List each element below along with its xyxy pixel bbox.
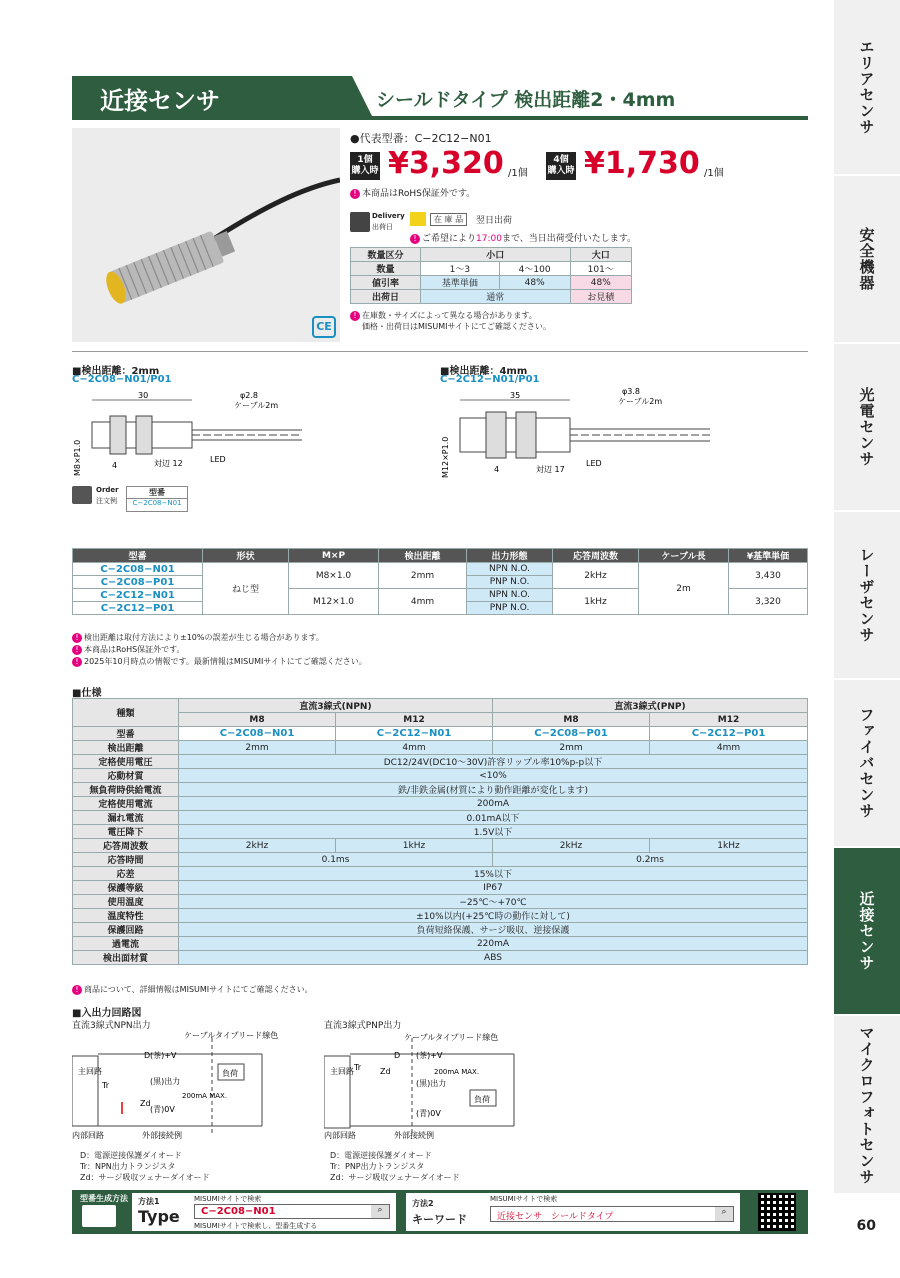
spec-table: 種類 直流3線式(NPN) 直流3線式(PNP) M8 M12 M8 M12 型番 C−2C08−N01 C−2C12−N01 C−2C08−P01 C−2C12−P01 検出距離 2mm 4mm 2mm 4mm 定格使用電圧 DC12/24V(DC10〜30V)許容リップル率10%p-p以下 応動材質 <10% 無負荷時供給電流 鉄/非鉄金属(材質により動作距離が変化します) 定格使用電流 200mA 漏れ電流 0.01mA以下 電圧降下 1.5V以下 応答周波数 2kHz 1kHz 2kHz 1kHz 応答時間 0.1ms 0.2ms 応差 15%以下 保護等級 IP67 使用温度 −25℃〜+70℃ 温度特性 ±10%以内(+25℃時の動作に対して) 保護回路 負荷短絡保護、サージ吸収、逆接保護 過電流 220mA 検出面材質 ABS [72, 698, 808, 965]
spec-row [73, 923, 808, 937]
sensor-illustration [72, 128, 340, 342]
method1-search-input[interactable]: C−2C08−N01 ⌕ [194, 1204, 390, 1219]
ce-mark: CE [312, 316, 336, 338]
note-icon: ! [72, 645, 82, 655]
page-number: 60 [856, 1218, 876, 1234]
note-icon: ! [72, 633, 82, 643]
spec-row-value: 1kHz [650, 839, 808, 853]
svg-text:4: 4 [494, 465, 500, 474]
spec-row-label: 応動材質 [73, 769, 179, 783]
spec-row [73, 853, 808, 867]
svg-text:ケーブルタイプリード線色: ケーブルタイプリード線色 [184, 1031, 279, 1040]
svg-text:主回路: 主回路 [330, 1067, 354, 1076]
npn-title: 直流3線式NPN出力 [72, 1021, 151, 1031]
svg-text:φ2.8: φ2.8 [240, 391, 258, 400]
npn-circuit [72, 1026, 312, 1142]
spec-row [73, 951, 808, 965]
side-tab-micro-photo-sensor[interactable]: マイクロフォトセンサ [834, 1016, 900, 1195]
note-icon: ! [72, 657, 82, 667]
spec-row-value: 負荷短絡保護、サージ吸収、逆接保護 [179, 923, 808, 937]
spec-row [73, 909, 808, 923]
qr-code-icon[interactable] [758, 1193, 796, 1231]
spec-row-label: 定格使用電圧 [73, 755, 179, 769]
note-icon: ! [350, 311, 360, 321]
side-tabs [834, 0, 900, 1195]
svg-text:Tr: Tr [102, 1081, 109, 1090]
spec-row-value: 2kHz [493, 839, 650, 853]
side-tab-proximity-sensor[interactable]: 近接センサ [834, 848, 900, 1016]
order-example: 型番 C−2C08−N01 [126, 486, 188, 512]
spec-row-label: 定格使用電流 [73, 797, 179, 811]
svg-text:外部接続例: 外部接続例 [394, 1131, 434, 1140]
side-tab-fiber-sensor[interactable]: ファイバセンサ [834, 680, 900, 848]
svg-text:外部接続例: 外部接続例 [142, 1131, 182, 1140]
drawing2-dimension [440, 386, 808, 482]
svg-text:M12×P1.0: M12×P1.0 [441, 436, 450, 478]
model-row-label[interactable]: C−2C12−N01 [73, 589, 203, 602]
model-row-label[interactable]: C−2C08−P01 [73, 576, 203, 589]
spec-row [73, 797, 808, 811]
svg-text:ケーブルタイプリード線色: ケーブルタイプリード線色 [404, 1033, 499, 1042]
spec-row [73, 895, 808, 909]
svg-text:Tr: Tr [354, 1063, 361, 1072]
spec-row [73, 867, 808, 881]
page-subtitle: シールドタイプ 検出距離2・4mm [376, 89, 676, 111]
order-label: Order [96, 486, 119, 494]
qty1-badge: 1個 購入時 [350, 152, 380, 180]
qty4-badge: 4個 購入時 [546, 152, 576, 180]
header-rule [72, 116, 808, 120]
svg-text:M8×P1.0: M8×P1.0 [73, 439, 82, 476]
pnp-title: 直流3線式PNP出力 [324, 1021, 402, 1031]
spec-row-label: 検出距離 [73, 741, 179, 755]
svg-text:200mA MAX.: 200mA MAX. [434, 1068, 480, 1076]
spec-row-label: 保護等級 [73, 881, 179, 895]
spec-title: ■仕様 [72, 688, 102, 699]
spec-row-value: 0.2ms [493, 853, 808, 867]
spec-row-value: 1.5V以下 [179, 825, 808, 839]
cart-icon [72, 486, 92, 504]
spec-row-value: 2kHz [179, 839, 336, 853]
next-day-label: 翌日出荷 [476, 216, 513, 226]
spec-row-label: 電圧降下 [73, 825, 179, 839]
model-row-label[interactable]: C−2C12−P01 [73, 602, 203, 615]
search-icon[interactable]: ⌕ [371, 1205, 389, 1218]
order-label2: 注文例 [96, 497, 117, 505]
footer-label: 型番生成方法 [80, 1194, 128, 1203]
svg-text:35: 35 [510, 391, 521, 400]
spec-row-value: IP67 [179, 881, 808, 895]
svg-text:LED: LED [586, 459, 602, 468]
svg-text:Zd: Zd [140, 1099, 151, 1108]
note-icon: ! [72, 985, 82, 995]
price-4pc: ¥1,730 [584, 146, 700, 181]
svg-text:φ3.8: φ3.8 [622, 387, 640, 396]
pnp-circuit [324, 1026, 564, 1142]
npn-legend: D：電源逆接保護ダイオード Tr：NPN出力トランジスタ Zd：サージ吸収ツェナーダイオード [80, 1151, 210, 1182]
spec-row-label: 応答時間 [73, 853, 179, 867]
spec-row-label: 応答周波数 [73, 839, 179, 853]
spec-row [73, 811, 808, 825]
drawing2-models: C−2C12−N01/P01 [440, 374, 540, 385]
model-row-label[interactable]: C−2C08−N01 [73, 563, 203, 576]
spec-row [73, 839, 808, 853]
model-table: 型番 形状 M×P 検出距離 出力形態 応答周波数 ケーブル長 ¥基準単価 C−2C08−N01 ねじ型 M8×1.0 2mm NPN N.O. 2kHz 2m 3,430 C−2C08−P01 PNP N.O. C−2C12−N01 M12×1.0 4mm NPN N.O. 1kHz 3,320 C−2C12−P01 PNP N.O. [72, 548, 808, 615]
svg-text:ケーブル2m: ケーブル2m [234, 401, 279, 410]
page-title: 近接センサ [100, 87, 220, 115]
price-1pc-unit: /1個 [508, 168, 528, 179]
svg-text:負荷: 負荷 [474, 1095, 490, 1104]
svg-text:(青)0V: (青)0V [416, 1109, 441, 1118]
delivery-note: ! ご希望により17:00まで、当日出荷受付いたします。 [410, 231, 636, 244]
method2-box: 方法2 キーワード MISUMIサイトで検索 近接センサ シールドタイプ ⌕ [406, 1193, 740, 1231]
price-4pc-unit: /1個 [704, 168, 724, 179]
method2-search-input[interactable]: 近接センサ シールドタイプ ⌕ [490, 1206, 734, 1222]
spec-row [73, 937, 808, 951]
svg-text:4: 4 [112, 461, 118, 470]
spec-row-value: ABS [179, 951, 808, 965]
spec-row-value: 220mA [179, 937, 808, 951]
spec-row [73, 741, 808, 755]
divider [72, 351, 808, 352]
spec-row-value: 1kHz [336, 839, 493, 853]
side-tab-laser-sensor[interactable]: レーザセンサ [834, 512, 900, 680]
svg-text:LED: LED [210, 455, 226, 464]
spec-row [73, 825, 808, 839]
spec-row-label: 検出面材質 [73, 951, 179, 965]
spec-row-value: 鉄/非鉄金属(材質により動作距離が変化します) [179, 783, 808, 797]
stock-label: 在 庫 品 [430, 213, 467, 226]
svg-text:内部回路: 内部回路 [324, 1131, 356, 1140]
spec-row [73, 783, 808, 797]
svg-text:ケーブル2m: ケーブル2m [618, 397, 663, 406]
page-header [72, 76, 808, 116]
rohs-note: ! 本商品はRoHS保証外です。 [350, 186, 475, 199]
side-tab-safety[interactable]: 安全機器 [834, 176, 900, 344]
svg-text:200mA MAX.: 200mA MAX. [182, 1092, 228, 1100]
svg-text:(青)0V: (青)0V [150, 1105, 175, 1114]
svg-text:負荷: 負荷 [222, 1069, 238, 1078]
circuit-title: ■入出力回路図 [72, 1008, 142, 1019]
spec-note: ! 商品について、詳細情報はMISUMIサイトにてご確認ください。 [72, 984, 313, 995]
note-icon: ! [350, 189, 360, 199]
delivery-badge: Delivery 出荷日 [350, 212, 406, 236]
spec-row-value: ±10%以内(+25℃時の動作に対して) [179, 909, 808, 923]
spec-row-label: 応差 [73, 867, 179, 881]
quantity-table: 数量区分 小口 大口 数量 1〜3 4〜100 101〜 値引率 基準単価 48% 48% 出荷日 通常 お見積 [350, 247, 632, 304]
spec-row-value: DC12/24V(DC10〜30V)許容リップル率10%p-p以下 [179, 755, 808, 769]
spec-row-label: 無負荷時供給電流 [73, 783, 179, 797]
search-icon[interactable]: ⌕ [715, 1207, 733, 1221]
spec-row-label: 温度特性 [73, 909, 179, 923]
note-icon: ! [410, 234, 420, 244]
spec-row-value: 0.01mA以下 [179, 811, 808, 825]
spec-row-value: 2mm [179, 741, 336, 755]
drawing1-title: ■検出距離：2mm [72, 366, 160, 377]
svg-text:(茶)+V: (茶)+V [150, 1051, 177, 1060]
drawing2-title: ■検出距離：4mm [440, 366, 528, 377]
spec-row-value: 200mA [179, 797, 808, 811]
spec-row-value: <10% [179, 769, 808, 783]
monitor-icon [82, 1205, 116, 1227]
spec-row-value: 15%以下 [179, 867, 808, 881]
spec-row-label: 保護回路 [73, 923, 179, 937]
spec-row-value: −25℃〜+70℃ [179, 895, 808, 909]
spec-row [73, 769, 808, 783]
price-1pc: ¥3,320 [388, 146, 504, 181]
model-notes: ! 検出距離は取付方法により±10%の誤差が生じる場合があります。 ! 本商品はRoHS保証外です。 ! 2025年10月時点の情報です。最新情報はMISUMIサイトにてご確認ください。 [72, 632, 367, 668]
box-icon [410, 212, 426, 226]
side-tab-area-sensor[interactable]: エリアセンサ [834, 0, 900, 176]
spec-row-value: 2mm [493, 741, 650, 755]
spec-row-value: 0.1ms [179, 853, 493, 867]
svg-text:30: 30 [138, 391, 149, 400]
spec-row-label: 過電流 [73, 937, 179, 951]
svg-text:Zd: Zd [380, 1067, 391, 1076]
svg-text:(黒)出力: (黒)出力 [416, 1079, 447, 1088]
svg-text:対辺 12: 対辺 12 [154, 459, 183, 468]
side-tab-photo-sensor[interactable]: 光電センサ [834, 344, 900, 512]
pnp-legend: D：電源逆接保護ダイオード Tr：PNP出力トランジスタ Zd：サージ吸収ツェナーダイオード [330, 1151, 460, 1182]
svg-text:対辺 17: 対辺 17 [536, 465, 565, 474]
footer-bar [72, 1190, 808, 1234]
svg-text:D: D [144, 1051, 151, 1060]
truck-icon [350, 212, 370, 232]
representative-model: ●代表型番：C−2C12−N01 [350, 132, 492, 145]
svg-text:内部回路: 内部回路 [72, 1131, 104, 1140]
method1-box: 方法1 Type MISUMIサイトで検索 C−2C08−N01 ⌕ MISUMIサイトで検索し、型番生成する [132, 1193, 396, 1231]
spec-row-label: 使用温度 [73, 895, 179, 909]
spec-row-value: 4mm [336, 741, 493, 755]
qty-notes: ! 在庫数・サイズによって異なる場合があります。 価格・出荷日はMISUMIサイトにてご確認ください。 [350, 310, 551, 332]
svg-text:D: D [394, 1051, 401, 1060]
svg-text:主回路: 主回路 [78, 1067, 102, 1076]
drawing1-dimension [72, 386, 432, 482]
drawing1-models: C−2C08−N01/P01 [72, 374, 172, 385]
spec-row-value: 4mm [650, 741, 808, 755]
svg-text:(黒)出力: (黒)出力 [150, 1077, 181, 1086]
spec-row-label: 漏れ電流 [73, 811, 179, 825]
svg-text:(茶)+V: (茶)+V [416, 1051, 443, 1060]
spec-row [73, 755, 808, 769]
product-photo [72, 128, 340, 342]
spec-row [73, 881, 808, 895]
